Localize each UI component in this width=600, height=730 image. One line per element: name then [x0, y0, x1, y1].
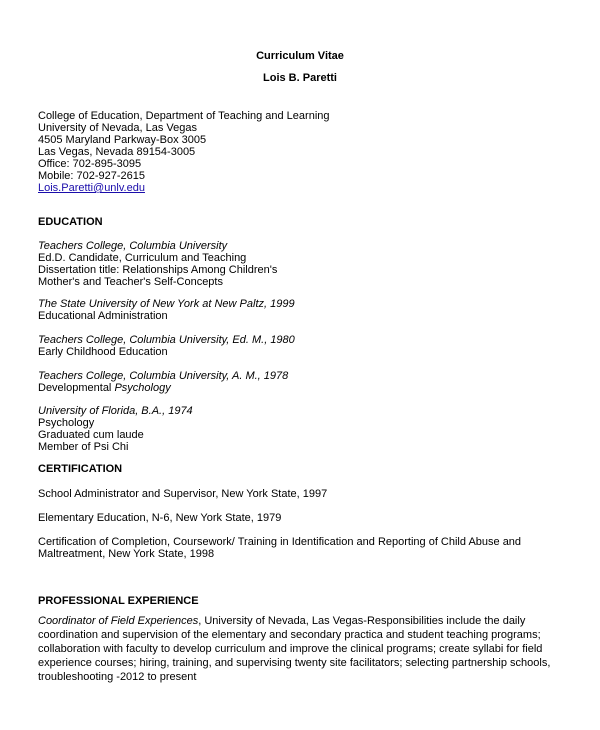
education-field-4-part-2: Psychology: [114, 382, 171, 394]
education-field-3: Early Childhood Education: [38, 346, 168, 358]
contact-city: Las Vegas, Nevada 89154-3005: [38, 146, 196, 158]
contact-address: 4505 Maryland Parkway-Box 3005: [38, 134, 207, 146]
education-dissertation-title-cont: Mother's and Teacher's Self-Concepts: [38, 276, 223, 288]
education-honor: Graduated cum laude: [38, 429, 144, 441]
experience-role: Coordinator of Field Experiences: [38, 615, 199, 627]
contact-office-phone: Office: 702-895-3095: [38, 158, 142, 170]
education-institution-5: University of Florida, B.A., 1974: [38, 405, 193, 417]
experience-paragraph: [38, 614, 566, 684]
education-institution-4: Teachers College, Columbia University, A. M., 1978: [38, 370, 289, 382]
education-dissertation-title: Dissertation title: Relationships Among Children's: [38, 264, 278, 276]
certification-heading: CERTIFICATION: [38, 463, 123, 475]
education-institution-3: Teachers College, Columbia University, Ed. M., 1980: [38, 334, 295, 346]
contact-department: College of Education, Department of Teaching and Learning: [38, 110, 330, 122]
person-name: Lois B. Paretti: [263, 72, 337, 84]
education-heading: EDUCATION: [38, 216, 103, 228]
certification-item-2: Elementary Education, N-6, New York State, 1979: [38, 512, 282, 524]
education-institution-2: The State University of New York at New Paltz, 1999: [38, 298, 295, 310]
education-field-4: [38, 382, 171, 395]
document-title: Curriculum Vitae: [256, 50, 344, 62]
education-field-5: Psychology: [38, 417, 95, 429]
education-institution-1: Teachers College, Columbia University: [38, 240, 228, 252]
education-field-4-part-1: Developmental: [38, 382, 115, 394]
certification-item-3-line-2: Maltreatment, New York State, 1998: [38, 548, 215, 560]
education-degree-1: Ed.D. Candidate, Curriculum and Teaching: [38, 252, 247, 264]
education-field-2: Educational Administration: [38, 310, 168, 322]
certification-item-1: School Administrator and Supervisor, New York State, 1997: [38, 488, 328, 500]
contact-mobile-phone: Mobile: 702-927-2615: [38, 170, 146, 182]
experience-description: , University of Nevada, Las Vegas-Responsibilities include the daily coordination and supervision of the elementary and secondary practica and student teaching programs; collaboration with faculty to develop curriculum and improve the clinical programs; create syllabi for field experience courses; hiring, training, and supervising twenty site facilitators; selecting partnership schools, troubleshooting -2012 to present: [38, 615, 551, 683]
experience-heading: PROFESSIONAL EXPERIENCE: [38, 595, 199, 607]
certification-item-3-line-1: Certification of Completion, Coursework/ Training in Identification and Reporting of Child Abuse and: [38, 536, 522, 548]
education-membership: Member of Psi Chi: [38, 441, 129, 453]
contact-email-link[interactable]: Lois.Paretti@unlv.edu: [38, 182, 145, 194]
contact-university: University of Nevada, Las Vegas: [38, 122, 197, 134]
